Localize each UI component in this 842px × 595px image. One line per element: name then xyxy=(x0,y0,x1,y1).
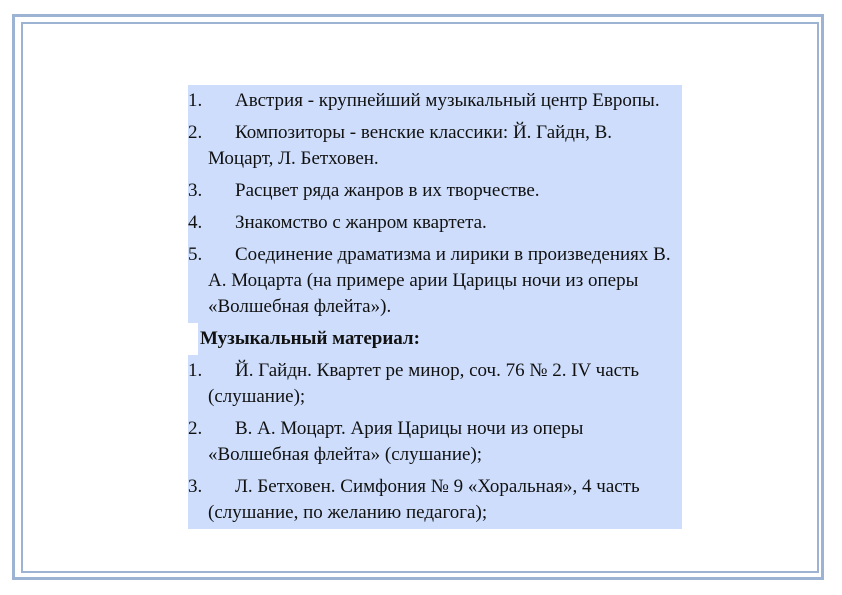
material-number: 3. xyxy=(188,476,203,497)
goal-text: Австрия - крупнейший музыкальный центр Европы. xyxy=(235,90,660,111)
material-heading: Музыкальный материал: xyxy=(188,323,682,355)
goal-text: Знакомство с жанром квартета. xyxy=(235,212,487,233)
material-number: 1. xyxy=(188,360,203,381)
material-text: Л. Бетховен. Симфония № 9 «Хоральная», 4 часть (слушание, по желанию педагога); xyxy=(208,476,640,523)
goal-item-2 xyxy=(188,117,682,175)
material-text: В. А. Моцарт. Ария Царицы ночи из оперы «Волшебная флейта» (слушание); xyxy=(208,418,584,465)
material-number: 2. xyxy=(188,418,203,439)
goal-text: Соединение драматизма и лирики в произведениях В. А. Моцарта (на примере арии Царицы ночи из оперы «Волшебная флейта»). xyxy=(208,244,671,317)
goal-number: 3. xyxy=(188,180,203,201)
goal-number: 4. xyxy=(188,212,203,233)
goal-item-3 xyxy=(188,175,682,207)
material-item-3 xyxy=(188,471,682,529)
goal-item-4 xyxy=(188,207,682,239)
material-text: Й. Гайдн. Квартет ре минор, соч. 76 № 2. IV часть (слушание); xyxy=(208,360,640,407)
goal-number: 1. xyxy=(188,90,203,111)
goal-number: 2. xyxy=(188,122,203,143)
material-item-2 xyxy=(188,413,682,471)
goal-text: Композиторы - венские классики: Й. Гайдн, В. Моцарт, Л. Бетховен. xyxy=(208,122,613,169)
material-item-1 xyxy=(188,355,682,413)
text-block xyxy=(188,85,682,529)
goal-text: Расцвет ряда жанров в их творчестве. xyxy=(235,180,540,201)
goal-item-5 xyxy=(188,239,682,323)
goal-number: 5. xyxy=(188,244,203,265)
goal-item-1 xyxy=(188,85,682,117)
